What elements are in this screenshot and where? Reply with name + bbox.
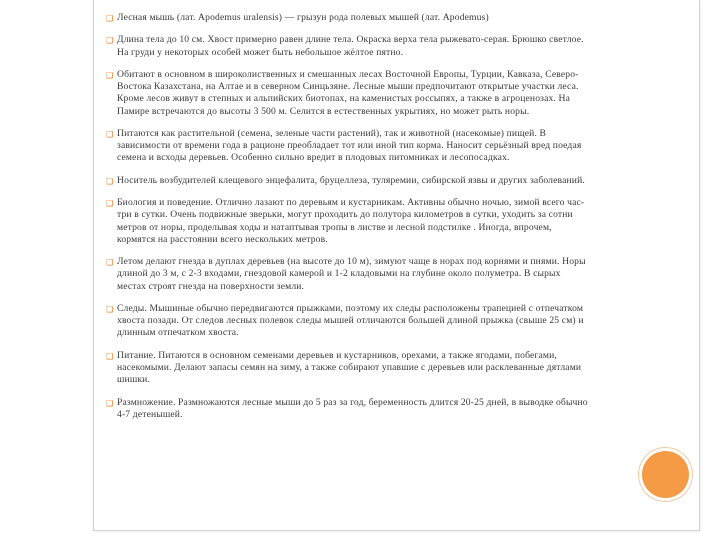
checkbox-bullet-icon: ❑ xyxy=(106,351,114,361)
bullet-text: Носитель возбудителей клещевого энцефалита, бруцеллеза, туляремии, сибирской язвы и других заболеваний. xyxy=(117,174,585,186)
bullet-text: Питаются как растительной (семена, зеленые части растений), так и животной (насекомые) пищей. В зависимости от времени года в рационе преобладает тот или иной тип корма. Наносит серьёзный вред поедая семена и всходы деревьев. Особенно сильно вредит в плодовых питомниках и лесопосадках. xyxy=(117,127,582,164)
bullet-text: Питание. Питаются в основном семенами деревьев и кустарников, орехами, а также ягодами, побегами, насекомыми. Делают запасы семян на зиму, а также собирают упавшие с деревьев или расклеванные дятлами шишки. xyxy=(117,349,582,386)
bullet-text: Лесная мышь (лат. Apodemus uralensis) — грызун рода полевых мышей (лат. Apodemus) xyxy=(117,12,489,23)
decorative-circle xyxy=(642,451,689,498)
list-item xyxy=(108,69,588,118)
list-item xyxy=(108,197,588,246)
list-item xyxy=(108,303,588,340)
checkbox-bullet-icon: ❑ xyxy=(106,14,114,23)
list-item xyxy=(108,350,588,387)
bullet-text: Длина тела до 10 см. Хвост примерно равен длине тела. Окраска верха тела рыжевато-серая. Брюшко светлое. На груди у некоторых особей может быть небольшое жёлтое пятно. xyxy=(117,34,584,58)
checkbox-bullet-icon: ❑ xyxy=(106,199,114,209)
checkbox-bullet-icon: ❑ xyxy=(106,70,114,80)
bullet-text: Следы. Мышиные обычно передвигаются прыжками, поэтому их следы расположены трапецией с отпечатком хвоста позади. От следов лесных полевок следы мышей отличаются большей длиной прыжка (свыше 25 см) и длинным отпечатком хвоста. xyxy=(117,302,584,339)
list-item xyxy=(108,175,588,187)
list-item xyxy=(108,12,588,24)
list-item xyxy=(108,128,588,165)
checkbox-bullet-icon: ❑ xyxy=(106,398,114,408)
list-item xyxy=(108,256,588,293)
list-item xyxy=(108,34,588,58)
checkbox-bullet-icon: ❑ xyxy=(106,304,114,314)
list-item xyxy=(108,397,588,421)
bullet-text: Биология и поведение. Отлично лазают по деревьям и кустарникам. Активны обычно ночью, зимой всего час-три в сутки. Очень подвижные зверьки, могут проходить до полутора километров в сутки, уходить за сотни метров от норы, проделывая ходы и натаптывая тропы в листве и лесной подстилке . Иногда, впрочем, кормятся на расстоянии всего нескольких метров. xyxy=(117,197,585,245)
checkbox-bullet-icon: ❑ xyxy=(106,258,114,268)
checkbox-bullet-icon: ❑ xyxy=(106,129,114,139)
checkbox-bullet-icon: ❑ xyxy=(106,36,114,46)
checkbox-bullet-icon: ❑ xyxy=(106,176,114,186)
bullet-list xyxy=(108,12,588,431)
bullet-text: Обитают в основном в широколиственных и смешанных лесах Восточной Европы, Турции, Кавказа, Северо-Востока Казахстана, на Алтае и в северном Синцьзяне. Лесные мыши предпочитают открытые участки леса. Кроме лесов живут в степных и альпийских биотопах, на каменистых россыпях, а также в агроценозах. На Памире встречаются до высоты 3 500 м. Селится в естественных укрытиях, но может рыть норы. xyxy=(117,68,579,117)
bullet-text: Размножение. Размножаются лесные мыши до 5 раз за год, беременность длится 20-25 дней, в выводке обычно 4-7 детенышей. xyxy=(117,396,588,420)
bullet-text: Летом делают гнезда в дуплах деревьев (на высоте до 10 м), зимуют чаще в норах под корнями и пнями. Норы длиной до 3 м, с 2-3 входами, гнездовой камерой и 1-2 кладовыми на глубине около полуметра. В сырых местах строят гнезда на поверхности земли. xyxy=(117,256,586,292)
